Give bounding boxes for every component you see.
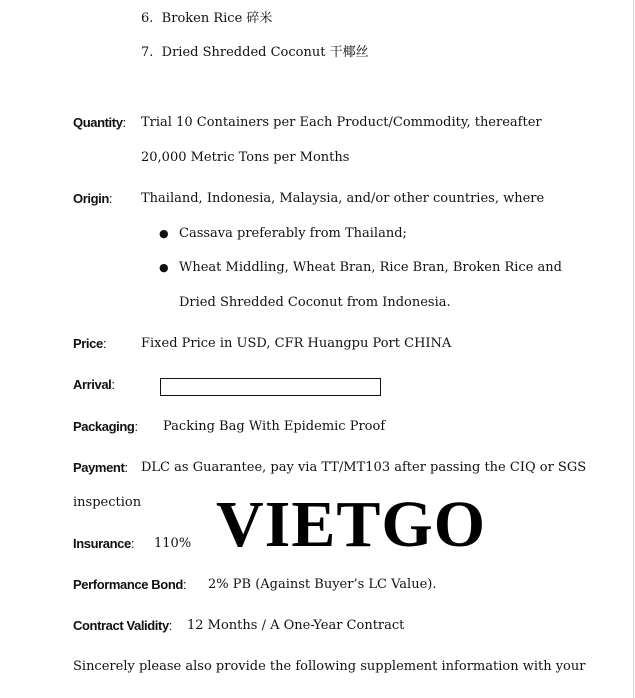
bullet-icon: ● [159,261,169,274]
arrival-field[interactable] [160,378,381,396]
quantity-label: Quantity [73,115,123,130]
payment-text-line2: inspection [73,495,142,510]
payment-text-line1: DLC as Guarantee, pay via TT/MT103 after passing the CIQ or SGS [141,460,587,475]
arrival-label: Arrival [73,377,112,392]
origin-bullet-1: Cassava preferably from Thailand; [179,226,407,241]
origin-text: Thailand, Indonesia, Malaysia, and/or other countries, where [141,191,545,206]
performance-bond-row: Performance Bond: [73,577,187,592]
quantity-text-line2: 20,000 Metric Tons per Months [141,150,350,165]
insurance-row: Insurance: [73,536,135,551]
origin-bullet-2: Wheat Middling, Wheat Bran, Rice Bran, Broken Rice and [179,260,562,275]
packaging-text: Packing Bag With Epidemic Proof [163,419,386,434]
origin-bullet-2-cont: Dried Shredded Coconut from Indonesia. [179,295,451,310]
arrival-row: Arrival: [73,377,116,392]
contract-validity-label: Contract Validity [73,618,169,633]
quantity-text-line1: Trial 10 Containers per Each Product/Commodity, thereafter [141,115,542,130]
performance-bond-text: 2% PB (Against Buyer’s LC Value). [208,577,437,592]
packaging-row: Packaging: [73,419,139,434]
contract-validity-text: 12 Months / A One-Year Contract [187,618,405,633]
contract-validity-row: Contract Validity: [73,618,173,633]
price-text: Fixed Price in USD, CFR Huangpu Port CHINA [141,336,452,351]
origin-label: Origin [73,191,109,206]
insurance-text: 110% [154,536,192,551]
list-number: 6. [141,11,154,26]
packaging-label: Packaging [73,419,135,434]
payment-label: Payment [73,460,125,475]
list-text: Dried Shredded Coconut 干椰丝 [161,45,369,60]
payment-row: Payment: [73,460,129,475]
price-row: Price: [73,336,107,351]
price-label: Price [73,336,103,351]
list-text: Broken Rice 碎米 [161,11,273,26]
quantity-row: Quantity: [73,115,127,130]
performance-bond-label: Performance Bond [73,577,183,592]
list-item-7 [141,45,369,61]
closing-paragraph: Sincerely please also provide the following supplement information with your [73,659,586,674]
list-item-6 [141,11,272,27]
insurance-label: Insurance [73,536,131,551]
origin-row: Origin: [73,191,113,206]
list-number: 7. [141,45,154,60]
vietgo-watermark: VIETGO [216,488,487,561]
bullet-icon: ● [159,227,169,240]
